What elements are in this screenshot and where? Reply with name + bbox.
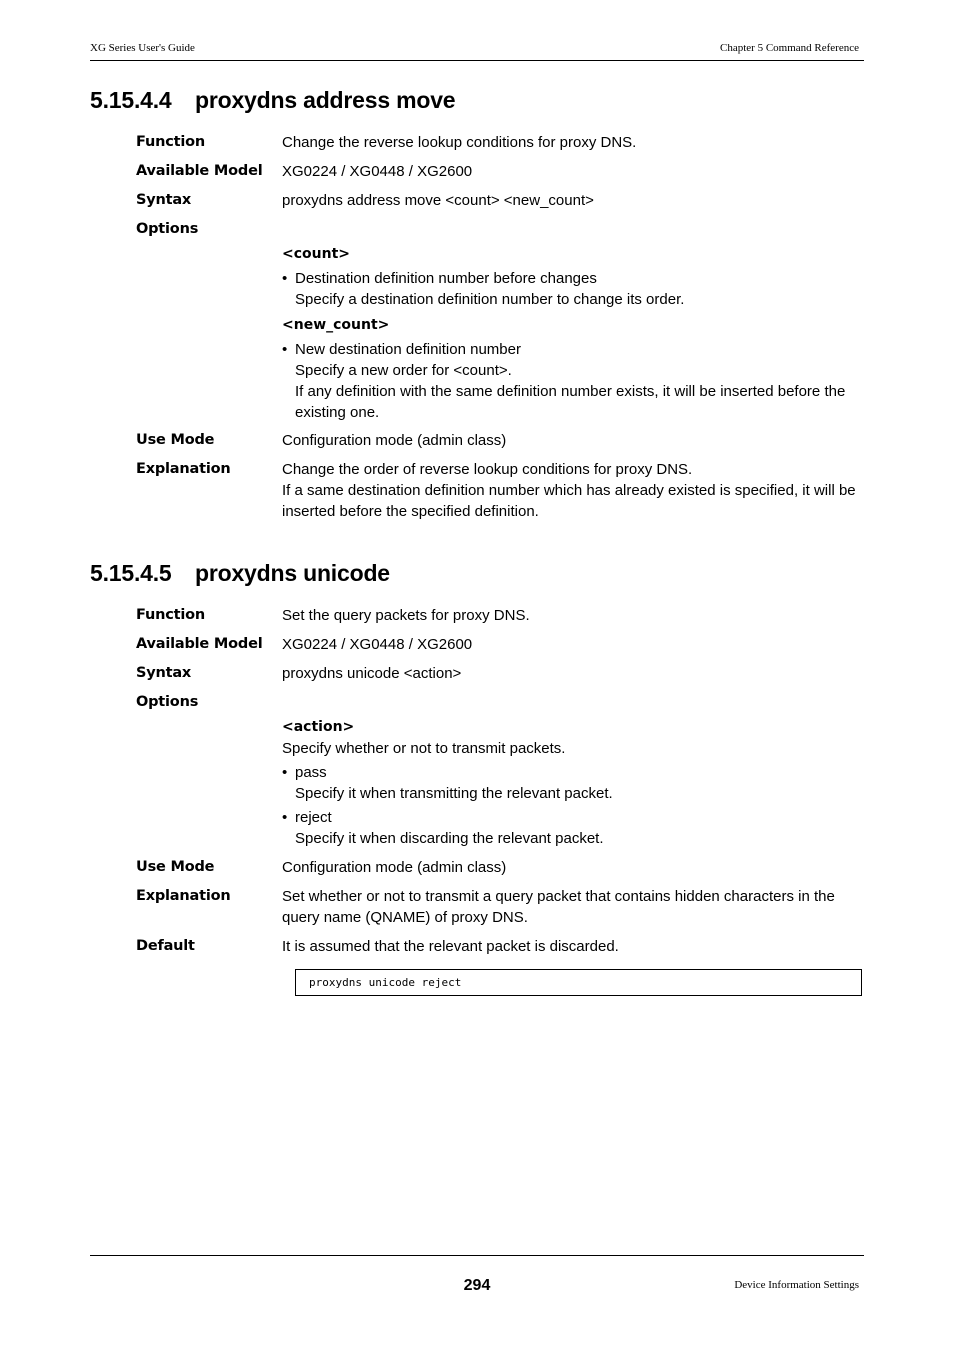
option-new-count-name: <new_count> xyxy=(282,317,390,333)
bullet-icon: • xyxy=(282,270,288,287)
explanation-text-1: Change the order of reverse lookup conditions for proxy DNS. xyxy=(282,461,693,478)
label-syntax: Syntax xyxy=(136,665,192,681)
use-mode-text: Configuration mode (admin class) xyxy=(282,859,507,876)
option-new-count-desc2: If any definition with the same definition number exists, it will be inserted before the existing one. xyxy=(295,383,846,421)
label-use-mode: Use Mode xyxy=(136,432,215,448)
footer-section-name: Device Information Settings xyxy=(734,1279,859,1291)
bullet-icon: • xyxy=(282,809,288,826)
available-model-text: XG0224 / XG0448 / XG2600 xyxy=(282,636,473,653)
option-pass-desc: Specify it when transmitting the relevant packet. xyxy=(295,785,613,802)
section-title-unicode xyxy=(90,560,390,587)
syntax-text: proxydns unicode <action> xyxy=(282,665,462,682)
syntax-text: proxydns address move <count> <new_count> xyxy=(282,192,594,209)
option-reject-desc: Specify it when discarding the relevant packet. xyxy=(295,830,604,847)
header-guide-title: XG Series User's Guide xyxy=(90,42,195,54)
section-number: 5.15.4.4 xyxy=(90,87,172,113)
option-count-desc: Specify a destination definition number to change its order. xyxy=(295,291,685,308)
option-count-name: <count> xyxy=(282,246,351,262)
bullet-icon: • xyxy=(282,341,288,358)
default-text: It is assumed that the relevant packet is discarded. xyxy=(282,938,619,955)
page-number-text: 294 xyxy=(463,1277,491,1294)
function-text: Set the query packets for proxy DNS. xyxy=(282,607,530,624)
code-example: proxydns unicode reject xyxy=(309,976,462,989)
label-function: Function xyxy=(136,134,206,150)
option-new-count-bullet: New destination definition number xyxy=(295,341,521,358)
option-action-intro: Specify whether or not to transmit packets. xyxy=(282,740,566,757)
section-heading: proxydns unicode xyxy=(195,560,390,586)
function-text: Change the reverse lookup conditions for proxy DNS. xyxy=(282,134,637,151)
label-explanation: Explanation xyxy=(136,461,231,477)
explanation-text: Set whether or not to transmit a query packet that contains hidden characters in the query name (QNAME) of proxy DNS. xyxy=(282,888,835,926)
section-title-address-move xyxy=(90,87,455,114)
option-action-name: <action> xyxy=(282,719,355,735)
explanation-text-2: If a same destination definition number which has already existed is specified, it will be inserted before the specified definition. xyxy=(282,482,856,520)
label-explanation: Explanation xyxy=(136,888,231,904)
header-chapter-title: Chapter 5 Command Reference xyxy=(720,42,859,54)
bullet-icon: • xyxy=(282,764,288,781)
use-mode-text: Configuration mode (admin class) xyxy=(282,432,507,449)
section-number: 5.15.4.5 xyxy=(90,560,172,586)
option-new-count-desc1: Specify a new order for <count>. xyxy=(295,362,512,379)
code-example-box xyxy=(295,969,862,996)
section-heading: proxydns address move xyxy=(195,87,456,113)
option-reject: reject xyxy=(295,809,332,826)
label-use-mode: Use Mode xyxy=(136,859,215,875)
footer-rule xyxy=(90,1255,864,1256)
label-default: Default xyxy=(136,938,195,954)
option-count-bullet: Destination definition number before changes xyxy=(295,270,597,287)
label-available-model: Available Model xyxy=(136,636,263,652)
option-pass: pass xyxy=(295,764,327,781)
label-options: Options xyxy=(136,694,199,710)
header-rule xyxy=(90,60,864,61)
available-model-text: XG0224 / XG0448 / XG2600 xyxy=(282,163,473,180)
label-syntax: Syntax xyxy=(136,192,192,208)
label-available-model: Available Model xyxy=(136,163,263,179)
label-function: Function xyxy=(136,607,206,623)
label-options: Options xyxy=(136,221,199,237)
